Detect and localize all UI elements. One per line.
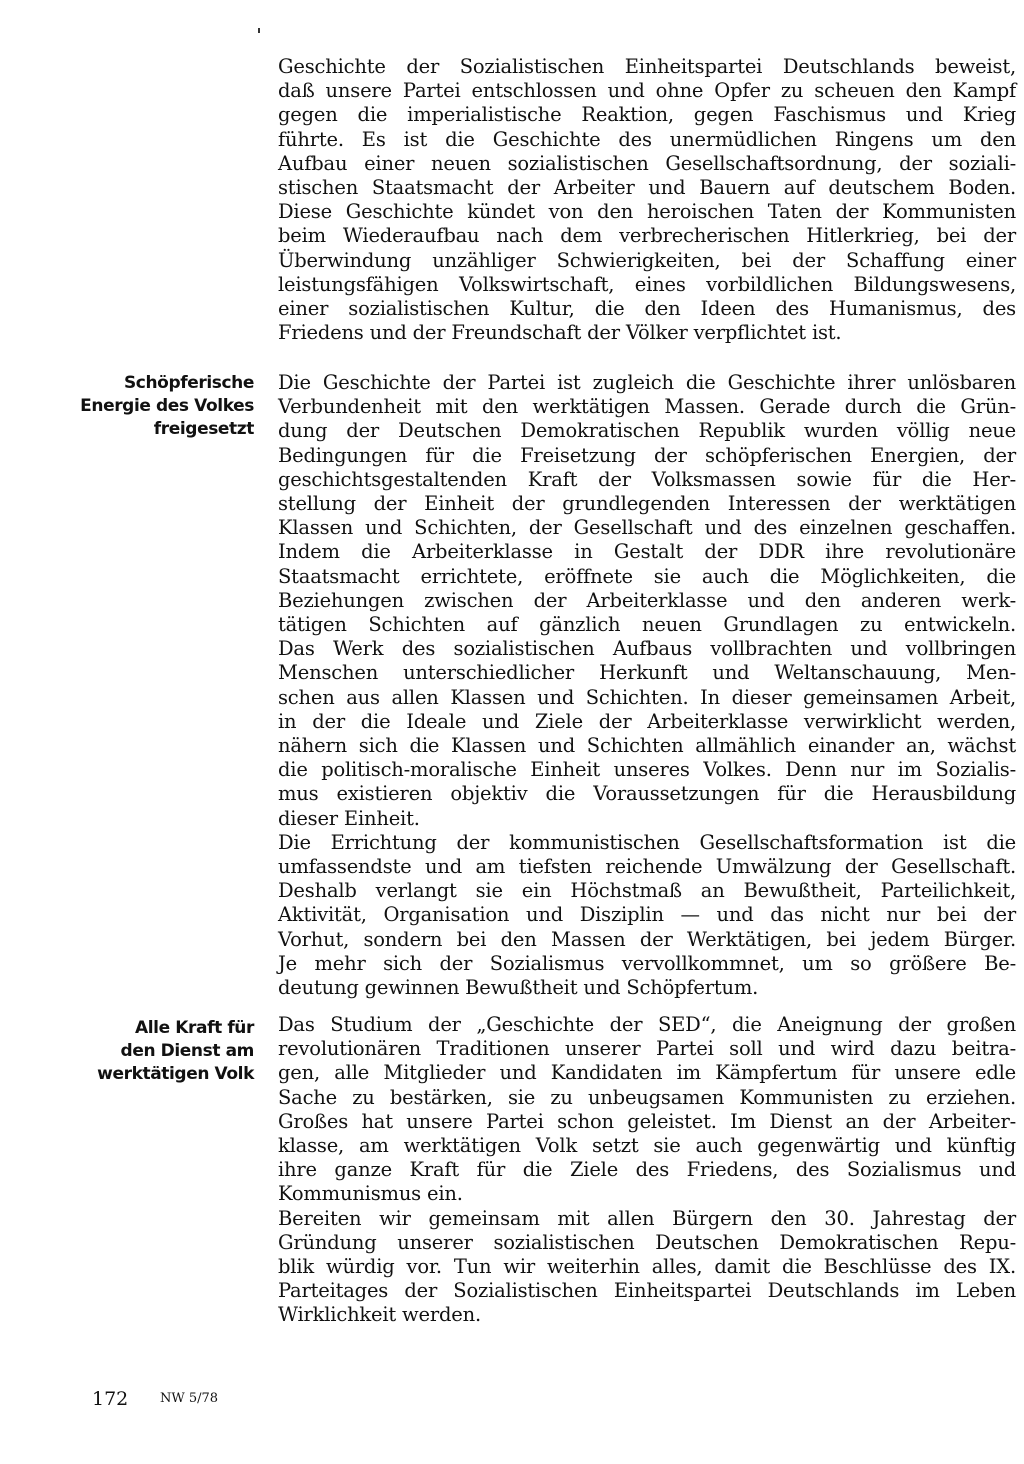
text-line: Vorhut, sondern bei den Massen der Werktätigen, bei jedem Bürger. [278,927,1016,951]
text-line: führte. Es ist die Geschichte des unermüdlichen Ringens um den [278,127,1016,151]
issue-reference: NW 5/78 [160,1391,219,1406]
text-line: Diese Geschichte kündet von den heroischen Taten der Kommunisten [278,200,1016,224]
text-line: Klassen und Schichten, der Gesellschaft und des einzelnen geschaffen. [278,516,1016,540]
text-line: Bedingungen für die Freisetzung der schöpferischen Energien, der [278,443,1016,467]
text-line: die politisch-moralische Einheit unseres Volkes. Denn nur im Sozialis- [278,758,1016,782]
text-line: Je mehr sich der Sozialismus vervollkommnet, um so größere Be- [278,951,1016,975]
text-line: einer sozialistischen Kultur, die den Ideen des Humanismus, des [278,297,1016,321]
text-line: Sache zu bestärken, sie zu unbeugsamen Kommunisten zu erziehen. [278,1085,1016,1109]
heading-line: Alle Kraft für [134,1018,254,1038]
margin-heading-schoepferische-energie [54,372,254,441]
text-line: tätigen Schichten auf gänzlich neuen Grundlagen zu entwickeln. [278,613,1016,637]
text-line: Bereiten wir gemeinsam mit allen Bürgern den 30. Jahrestag der [278,1206,1016,1230]
text-line: geschichtsgestaltenden Kraft der Volksmassen sowie für die Her- [278,467,1016,491]
text-line: Geschichte der Sozialistischen Einheitspartei Deutschlands beweist, [278,55,1016,78]
text-line: Indem die Arbeiterklasse in Gestalt der DDR ihre revolutionäre [278,540,1016,564]
text-line: umfassendste und am tiefsten reichende Umwälzung der Gesellschaft. [278,855,1016,879]
text-line: gegen die imperialistische Reaktion, gegen Faschismus und Krieg [278,103,1016,127]
text-line: schen aus allen Klassen und Schichten. In dieser gemeinsamen Arbeit, [278,685,1016,709]
text-line: Parteitages der Sozialistischen Einheitspartei Deutschlands im Leben [278,1279,1016,1303]
text-line: in der die Ideale und Ziele der Arbeiterklasse verwirklicht werden, [278,709,1016,733]
margin-tick-mark [258,28,260,33]
text-line: Staatsmacht errichtete, eröffnete sie auch die Möglichkeiten, die [278,564,1016,588]
text-line: Friedens und der Freundschaft der Völker verpflichtet ist. [278,321,842,345]
text-line: Aufbau einer neuen sozialistischen Gesellschaftsordnung, der soziali- [278,151,1016,175]
text-line: Die Errichtung der kommunistischen Gesellschaftsformation ist die [278,830,1016,854]
text-line: Kommunismus ein. [278,1182,463,1206]
text-line: Wirklichkeit werden. [278,1303,481,1327]
section-schoepferische-energie-text [278,371,1016,1000]
text-line: Großes hat unsere Partei schon geleistet. Im Dienst an der Arbeiter- [278,1109,1016,1133]
text-line: revolutionären Traditionen unserer Partei soll und wird dazu beitra- [278,1037,1016,1061]
text-line: deutung gewinnen Bewußtheit und Schöpfertum. [278,976,759,1000]
text-line: beim Wiederaufbau nach dem verbrecherischen Hitlerkrieg, bei der [278,224,1016,248]
text-line: stischen Staatsmacht der Arbeiter und Bauern auf deutschem Boden. [278,176,1016,200]
page-number: 172 [92,1388,129,1410]
margin-heading-alle-kraft [54,1017,254,1086]
text-line: stellung der Einheit der grundlegenden Interessen der werktätigen [278,492,1016,516]
heading-line: den Dienst am [120,1041,254,1061]
text-line: Gründung unserer sozialistischen Deutschen Demokratischen Repu- [278,1230,1016,1254]
text-line: mus existieren objektiv die Voraussetzungen für die Herausbildung [278,782,1016,806]
text-line: gen, alle Mitglieder und Kandidaten im Kämpfertum für unsere edle [278,1061,1016,1085]
heading-line: freigesetzt [153,419,254,439]
text-line: Das Studium der „Geschichte der SED“, die Aneignung der großen [278,1013,1016,1036]
text-line: Menschen unterschiedlicher Herkunft und Weltanschauung, Men- [278,661,1016,685]
text-line: leistungsfähigen Volkswirtschaft, eines vorbildlichen Bildungswesens, [278,272,1016,296]
text-line: dung der Deutschen Demokratischen Republik wurden völlig neue [278,419,1016,443]
text-line: Aktivität, Organisation und Disziplin — und das nicht nur bei der [278,903,1016,927]
text-line: Verbundenheit mit den werktätigen Massen. Gerade durch die Grün- [278,395,1016,419]
section-alle-kraft-text [278,1013,1016,1328]
heading-line: Energie des Volkes [80,396,254,416]
heading-line: werktätigen Volk [97,1064,254,1084]
text-line: ihre ganze Kraft für die Ziele des Friedens, des Sozialismus und [278,1158,1016,1182]
text-line: blik würdig vor. Tun wir weiterhin alles, damit die Beschlüsse des IX. [278,1255,1016,1279]
text-line: Beziehungen zwischen der Arbeiterklasse und den anderen werk- [278,588,1016,612]
text-line: klasse, am werktätigen Volk setzt sie auch gegenwärtig und künftig [278,1134,1016,1158]
text-line: dieser Einheit. [278,806,420,830]
text-line: Die Geschichte der Partei ist zugleich die Geschichte ihrer unlösbaren [278,371,1016,394]
text-line: Deshalb verlangt sie ein Höchstmaß an Bewußtheit, Parteilichkeit, [278,879,1016,903]
intro-paragraph [278,55,1016,345]
text-line: daß unsere Partei entschlossen und ohne Opfer zu scheuen den Kampf [278,79,1016,103]
text-line: Überwindung unzähliger Schwierigkeiten, bei der Schaffung einer [278,248,1016,272]
text-line: Das Werk des sozialistischen Aufbaus vollbrachten und vollbringen [278,637,1016,661]
heading-line: Schöpferische [123,373,254,393]
text-line: nähern sich die Klassen und Schichten allmählich einander an, wächst [278,734,1016,758]
